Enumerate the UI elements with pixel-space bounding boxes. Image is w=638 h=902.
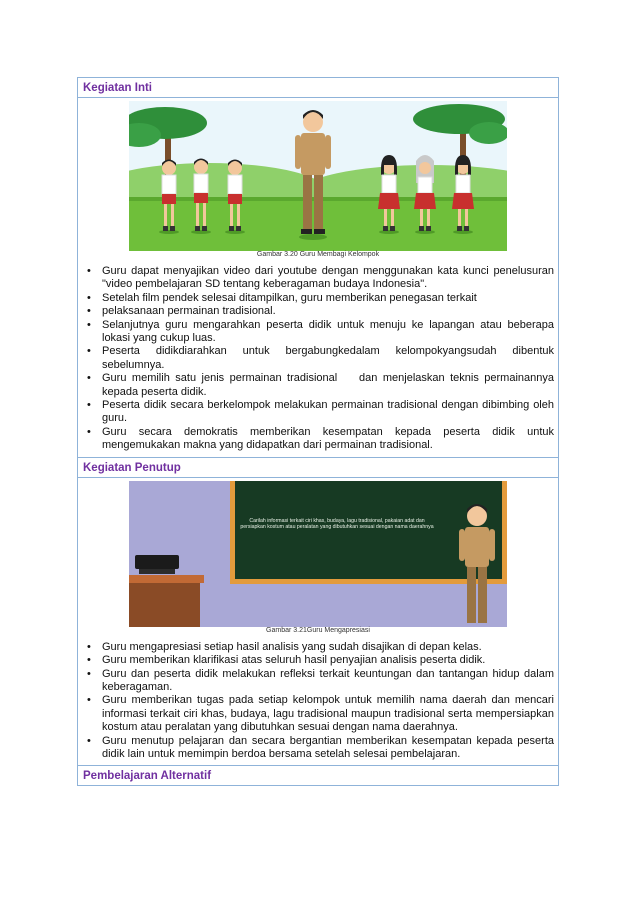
illustration-teacher-appreciating [129,481,507,627]
list-item: • Guru menutup pelajaran dan secara bergantian memberikan kesempatan kepada peserta didik lain untuk memimpin berdoa bersama setelah selesai pembelajaran. [87,734,554,760]
section-header-alternatif: Pembelajaran Alternatif [83,770,212,783]
list-item: • Peserta didik secara berkelompok melakukan permainan tradisional dengan dibimbing oleh guru. [87,399,554,425]
illustration-teacher-dividing-groups [129,101,507,251]
inti-bullet-list [82,265,558,453]
list-item: • Setelah film pendek selesai ditampilkan, guru memberikan penegasan terkait [87,291,477,304]
list-item: • Guru memberikan klarifikasi atas seluruh hasil penyajian analisis peserta didik. [87,654,486,667]
list-item: • pelaksanaan permainan tradisional. [87,305,276,318]
list-item: • Guru memberikan tugas pada setiap kelompok untuk memilih nama daerah dan mencari informasi terkait ciri khas, budaya, lagu tradisional maupun tradisional serta mempersiapkan kostum atau peralatan yang dibutuhkan sesuai dengan nama daerahnya. [87,694,554,734]
section-header-penutup: Kegiatan Penutup [83,461,181,474]
section-body-inti [78,98,558,457]
lesson-table [77,77,559,786]
list-item: • Guru dan peserta didik melakukan refleksi terkait keuntungan dan tantangan hidup dalam keberagaman. [87,667,554,693]
list-item: • Selanjutnya guru mengarahkan peserta didik untuk menuju ke lapangan atau beberapa lokasi yang cukup luas. [87,318,554,345]
list-item: • Guru dapat menyajikan video dari youtube dengan menggunakan kata kunci penelusuran "video pembelajaran SD tentang keberagaman budaya Indonesia". [87,265,554,291]
chalkboard-text: Carilah informasi terkait ciri khas, budaya, lagu tradisional, pakaian adat dan persiapkan kostum atau peralatan yang dibutuhkan sesuai dengan nama daerahnya [240,517,434,531]
figure-caption-3-20: Gambar 3.20 Guru Membagi Kelompok [256,251,380,258]
penutup-bullet-list [82,641,554,762]
figure-caption-3-21: Gambar 3.21Guru Mengapresiasi [266,626,370,634]
list-item: • Guru memilih satu jenis permainan tradisional dan menjelaskan teknis permainannya kepada peserta didik. [87,372,558,398]
list-item: • Guru secara demokratis memberikan kesempatan kepada peserta didik untuk mengemukakan makna yang didapatkan dari permainan tradisional. [87,425,554,452]
section-header-inti: Kegiatan Inti [83,82,153,94]
list-item: • Guru mengapresiasi setiap hasil analisis yang sudah disajikan di depan kelas. [87,640,482,653]
section-body-penutup [78,478,558,766]
list-item: • Peserta didikdiarahkan untuk bergabungkedalam kelompokyangsudah dibentuk sebelumnya. [87,345,554,371]
